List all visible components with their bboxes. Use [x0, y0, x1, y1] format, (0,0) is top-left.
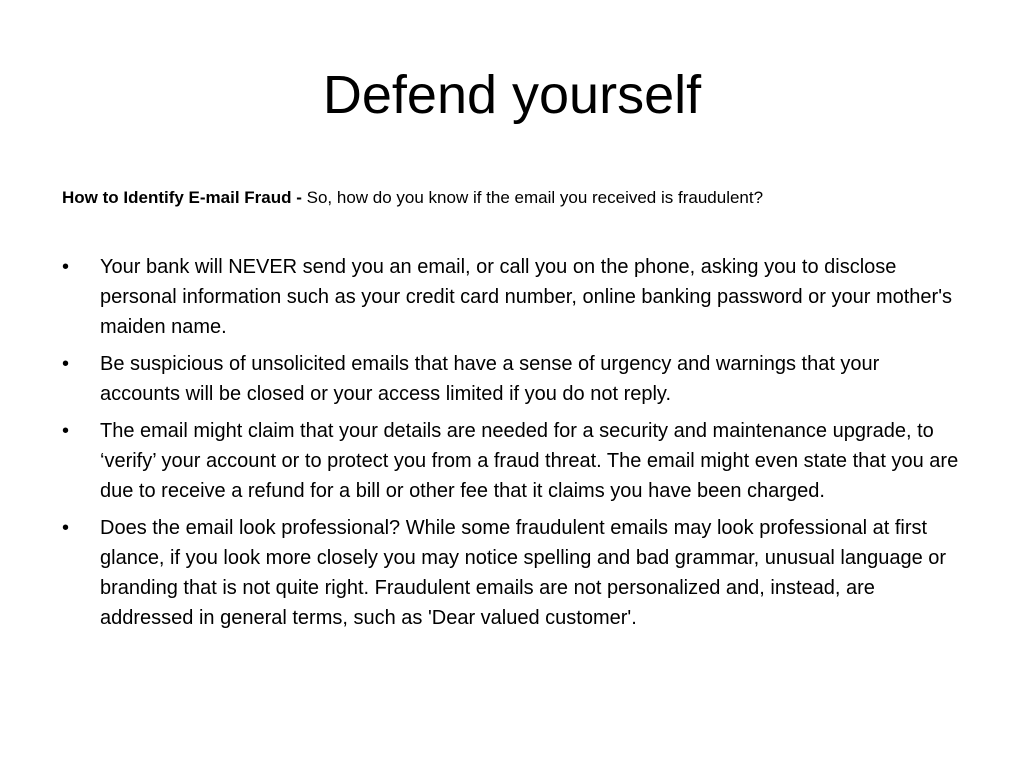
bullet-item [62, 513, 962, 633]
bullet-glyph: • [62, 517, 70, 539]
bullet-glyph: • [62, 256, 70, 278]
bullet-text: The email might claim that your details are needed for a security and maintenance upgrade, to ‘verify’ your account or to protect you from a fraud threat. The email might even state that you are due to receive a refund for a bill or other fee that it claims you have been charged. [100, 420, 959, 502]
bullet-list [62, 252, 962, 640]
bullet-item [62, 252, 962, 342]
slide-title: Defend yourself [322, 65, 702, 125]
bullet-item [62, 416, 962, 506]
bullet-glyph: • [62, 353, 70, 375]
bullet-text: Be suspicious of unsolicited emails that have a sense of urgency and warnings that your accounts will be closed or your access limited if you do not reply. [100, 353, 880, 405]
intro-text: So, how do you know if the email you received is fraudulent? [306, 188, 764, 207]
bullet-item [62, 349, 962, 409]
intro-lead: How to Identify E-mail Fraud - [62, 188, 307, 207]
intro-line [62, 186, 962, 210]
bullet-text: Does the email look professional? While some fraudulent emails may look professional at first glance, if you look more closely you may notice spelling and bad grammar, unusual language or branding that is not quite right. Fraudulent emails are not personalized and, instead, are addressed in general terms, such as 'Dear valued customer'. [100, 517, 947, 629]
bullet-glyph: • [62, 420, 70, 442]
bullet-text: Your bank will NEVER send you an email, or call you on the phone, asking you to disclose personal information such as your credit card number, online banking password or your mother's maiden name. [100, 256, 953, 338]
